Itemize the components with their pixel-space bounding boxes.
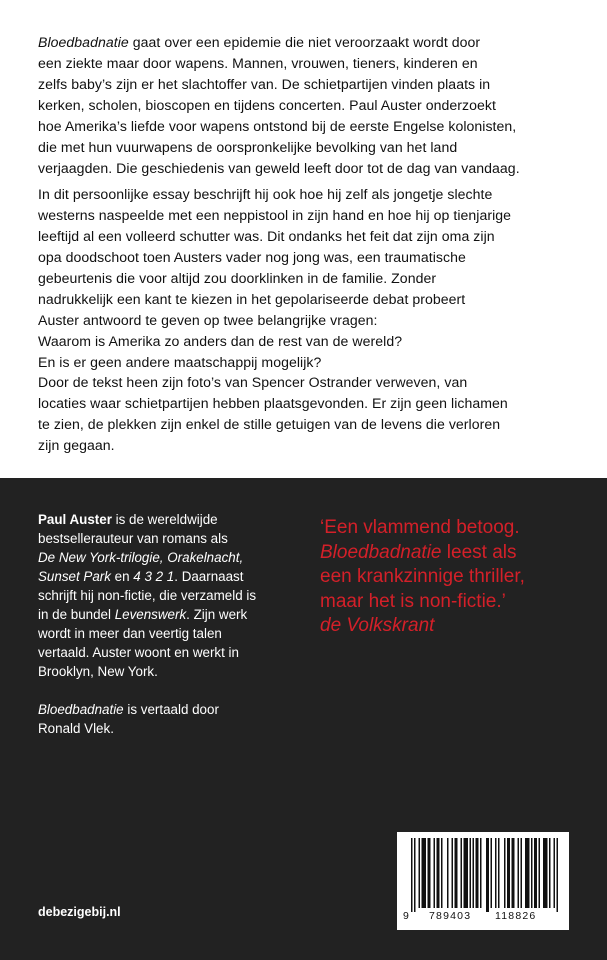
barcode-bar [486, 838, 489, 912]
barcode-bar [521, 838, 523, 908]
quote-source: de Volkskrant [320, 615, 435, 636]
barcode-bar [480, 838, 482, 908]
barcode-bar [507, 838, 510, 908]
barcode-bar [518, 838, 520, 908]
blurb-line: verjaagden. Die geschiedenis van geweld leeft door tot de dag van vandaag. [38, 160, 520, 176]
barcode-bar [470, 838, 472, 908]
barcode-bar [549, 838, 551, 908]
barcode-bar [419, 838, 421, 908]
publisher-website: debezigebij.nl [38, 905, 121, 919]
barcode-bar [437, 838, 440, 908]
blurb-line: opa doodschoot toen Austers vader nog jong was, een traumatische [38, 249, 466, 265]
barcode-bar [414, 838, 416, 912]
barcode-bar [464, 838, 469, 908]
barcode-bar [498, 838, 500, 908]
blurb-line: gebeurtenis die voor altijd zou doorklinken in de familie. Zonder [38, 270, 437, 286]
blurb-line: westerns naspeelde met een neppistool in zijn hand en hoe hij op tienjarige [38, 207, 512, 223]
blurb-section [0, 0, 607, 478]
barcode-bar [455, 838, 458, 908]
blurb-line: En is er geen andere maatschappij mogelijk? [38, 354, 322, 370]
barcode-bar [525, 838, 530, 908]
blurb-line: te zien, de plekken zijn enkel de stille getuigen van de levens die verloren [38, 416, 501, 432]
barcode-bar [504, 838, 506, 908]
barcode-bar [434, 838, 436, 908]
isbn-barcode: 9 789403 118826 [397, 832, 569, 930]
barcode-bar [411, 838, 413, 912]
author-name: Paul Auster [38, 512, 112, 527]
barcode-icon [397, 832, 569, 912]
blurb-line: hoe Amerika’s liefde voor wapens ontstond bij de eerste Engelse kolonisten, [38, 118, 517, 134]
barcode-bar [447, 838, 449, 908]
barcode-bar [422, 838, 427, 908]
blurb-line: zijn gegaan. [38, 437, 115, 453]
blurb-paragraph-1 [38, 32, 583, 179]
barcode-bar [452, 838, 454, 908]
translator-credit: Bloedbadnatie is vertaald door Ronald Vlek. [38, 702, 219, 736]
blurb-line: Waarom is Amerika zo anders dan de rest van de wereld? [38, 333, 403, 349]
blurb-line: Bloedbadnatie gaat over een epidemie die niet veroorzaakt wordt door [38, 34, 481, 50]
blurb-line: een ziekte maar door wapens. Mannen, vrouwen, tieners, kinderen en [38, 55, 478, 71]
blurb-line: In dit persoonlijke essay beschrijft hij ook hoe hij zelf als jongetje slechte [38, 186, 493, 202]
blurb-line: nadrukkelijk een kant te kiezen in het gepolariseerde debat probeert [38, 291, 466, 307]
blurb-line: kerken, scholen, bioscopen en tijdens concerten. Paul Auster onderzoekt [38, 97, 496, 113]
author-bio: Paul Auster is de wereldwijde bestsellerauteur van romans als De New York-trilogie, Orakelnacht, Sunset Park en 4 3 2 1. Daarnaast schrijft hij non-fictie, die verzameld is in de bundel Levenswerk. Zijn werk wordt in meer dan veertig talen vertaald. Auster woont en werkt in Brooklyn, New York. [38, 512, 257, 679]
blurb-line: die met hun vuurwapens de oorspronkelijke bevolking van het land [38, 139, 458, 155]
barcode-bar [512, 838, 515, 908]
barcode-bar [491, 838, 493, 908]
barcode-bar [476, 838, 479, 908]
barcode-bar [539, 838, 541, 908]
barcode-bar [557, 838, 559, 912]
barcode-bar [495, 838, 497, 908]
barcode-bar [543, 838, 548, 908]
press-quote: ‘Een vlammend betoog. Bloedbadnatie leest als een krankzinnige thriller, maar het is non-fictie.’ de Volkskrant [320, 516, 600, 639]
barcode-bar [534, 838, 537, 908]
blurb-line: locaties waar schietpartijen hebben plaatsgevonden. Er zijn geen lichamen [38, 395, 508, 411]
barcode-bar [441, 838, 443, 908]
barcode-bar [461, 838, 463, 908]
blurb-line: Door de tekst heen zijn foto’s van Spencer Ostrander verweven, van [38, 374, 468, 390]
blurb-paragraph-2 [38, 184, 583, 373]
blurb-line: leeftijd al een volleerd schutter was. Dit ondanks het feit dat zijn oma zijn [38, 228, 495, 244]
blurb-line: zelfs baby’s zijn er het slachtoffer van. De schietpartijen vinden plaats in [38, 76, 491, 92]
blurb-paragraph-3 [38, 372, 583, 456]
barcode-bar [554, 838, 556, 908]
barcode-bar [473, 838, 475, 908]
book-title-italic: Bloedbadnatie [38, 34, 129, 50]
blurb-line: Auster antwoord te geven op twee belangrijke vragen: [38, 312, 378, 328]
barcode-bar [531, 838, 533, 908]
barcode-bar [428, 838, 431, 908]
